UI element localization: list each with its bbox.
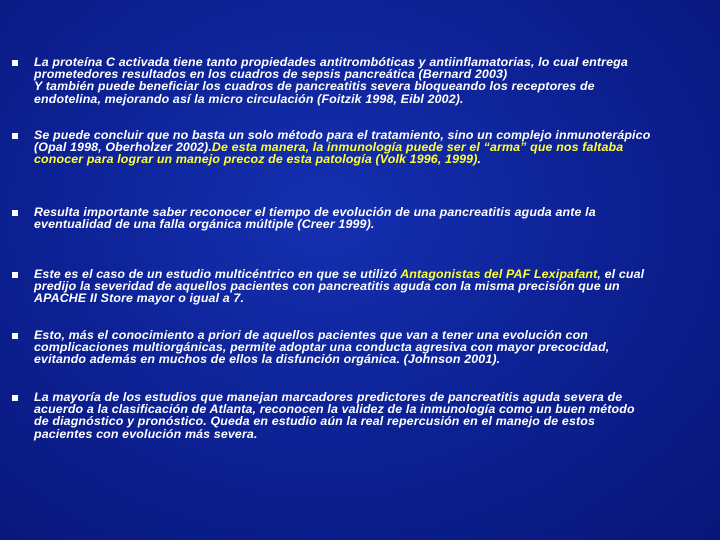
- square-bullet-icon: [12, 395, 18, 401]
- bullet-text: [34, 268, 714, 305]
- bullet-text: [34, 56, 714, 105]
- text-line: La mayoría de los estudios que manejan marcadores predictores de pancreatitis aguda severa de: [34, 390, 623, 404]
- square-bullet-icon: [12, 133, 18, 139]
- square-bullet-icon: [12, 272, 18, 278]
- highlighted-text: Antagonistas del PAF Lexipafant: [400, 267, 598, 281]
- square-bullet-icon: [12, 210, 18, 216]
- square-bullet-icon: [12, 60, 18, 66]
- text-segment: .: [477, 152, 482, 167]
- text-line: Esto, más el conocimiento a priori de aquellos pacientes que van a tener una evolución con: [34, 328, 589, 342]
- text-line: pacientes con evolución más severa.: [34, 426, 258, 441]
- text-line: eventualidad de una falla orgánica múltiple (Creer 1999).: [34, 217, 375, 232]
- bullet-text: [34, 206, 714, 230]
- text-line: predijo la severidad de aquellos pacientes con pancreatitis aguda con la misma precisión que un: [34, 279, 620, 294]
- text-line: La proteína C activada tiene tanto propiedades antitrombóticas y antiinflamatorias, lo cual entrega: [34, 55, 628, 69]
- text-line: Resulta importante saber reconocer el tiempo de evolución de una pancreatitis aguda ante la: [34, 205, 596, 219]
- text-line: acuerdo a la clasificación de Atlanta, reconocen la validez de la inmunología como un buen método: [34, 402, 635, 417]
- highlighted-text: conocer para lograr un manejo precoz de esta patología (Volk 1996, 1999): [34, 152, 478, 167]
- square-bullet-icon: [12, 333, 18, 339]
- text-line: endotelina, mejorando así la micro circulación (Foitzik 1998, Eibl 2002).: [34, 91, 464, 106]
- bullet-text: [34, 329, 714, 366]
- text-line: Se puede concluir que no basta un solo método para el tratamiento, sino un complejo inmunoterápico: [34, 128, 651, 142]
- highlighted-text: De esta manera, la inmunología puede ser el “arma” que nos faltaba: [211, 140, 624, 155]
- text-line: [34, 153, 714, 165]
- text-line: prometedores resultados en los cuadros de sepsis pancreática (Bernard 2003): [34, 67, 508, 82]
- text-segment: (Opal 1998, Oberholzer 2002).: [34, 140, 212, 155]
- text-line: evitando además en muchos de ellos la disfunción orgánica. (Johnson 2001).: [34, 352, 501, 367]
- text-line: Y también puede beneficiar los cuadros de pancreatitis severa bloqueando los receptores de: [34, 79, 595, 94]
- text-segment: , el cual: [597, 267, 645, 281]
- text-line: complicaciones multiorgánicas, permite adoptar una conducta agresiva con mayor precocidad,: [34, 340, 610, 355]
- bullet-text: [34, 391, 714, 440]
- text-line: APACHE II Store mayor o igual a 7.: [34, 291, 245, 306]
- text-line: de diagnóstico y pronóstico. Queda en estudio aún la real repercusión en el manejo de estos: [34, 414, 596, 429]
- text-segment: Este es el caso de un estudio multicéntrico en que se utilizó: [34, 267, 401, 281]
- bullet-text: [34, 129, 714, 166]
